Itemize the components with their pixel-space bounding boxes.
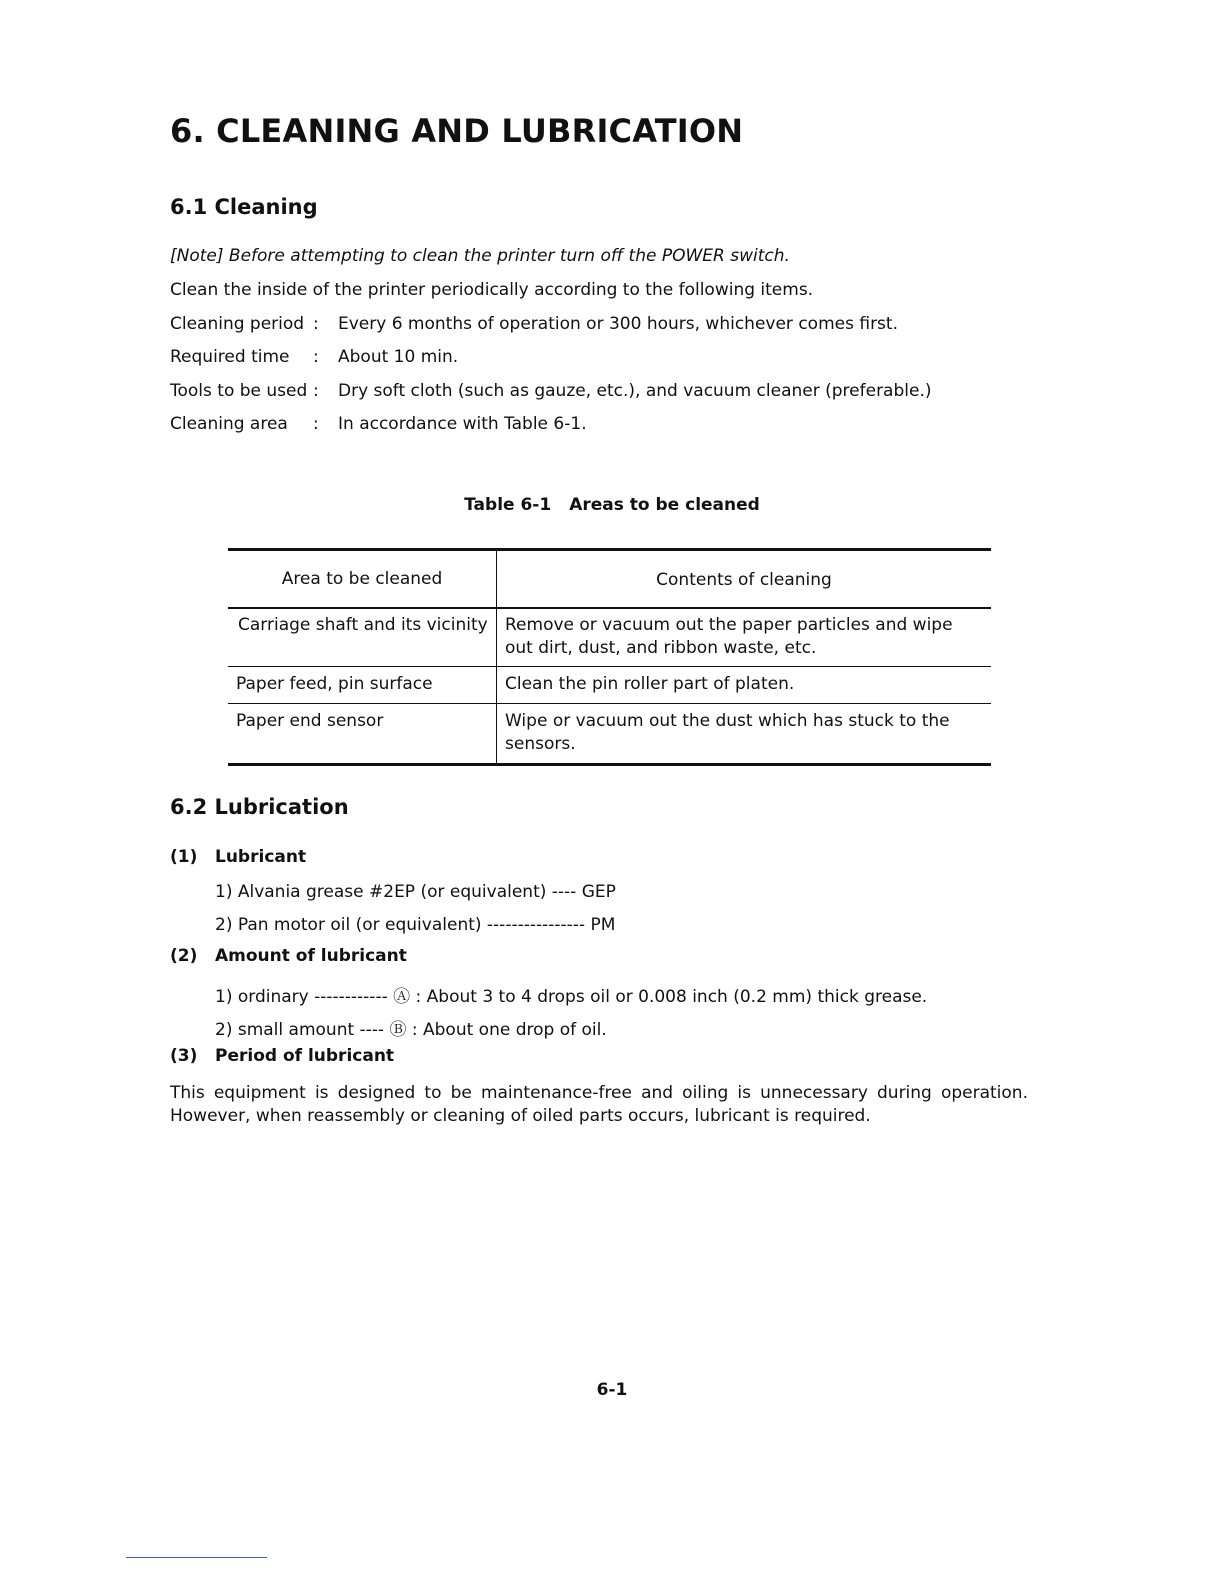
table-caption-number: Table 6-1 [464,495,552,515]
cleaning-period-value: Every 6 months of operation or 300 hours, whichever comes first. [338,314,898,334]
period-paragraph-line: This equipment is designed to be maintenance-free and oiling is unnecessary during operation. [170,1083,1028,1103]
lubricant-item: 2) Pan motor oil (or equivalent) ---------------- PM [215,915,616,935]
chapter-title: 6. CLEANING AND LUBRICATION [170,112,744,150]
table-header-rule [228,607,991,609]
required-time-value: About 10 min. [338,347,459,367]
cleaning-area-label: Cleaning area [170,414,288,434]
list-number: (2) [170,946,198,966]
table-header-area: Area to be cleaned [281,569,443,589]
table-top-rule [228,548,991,551]
period-paragraph-line: However, when reassembly or cleaning of oiled parts occurs, lubricant is required. [170,1106,871,1126]
table-caption-title: Areas to be cleaned [569,495,760,515]
bottom-divider [126,1557,267,1558]
page-number: 6-1 [596,1380,628,1400]
cleaning-intro: Clean the inside of the printer periodically according to the following items. [170,280,814,300]
list-number: (1) [170,847,198,867]
section-heading-cleaning: 6.1 Cleaning [170,195,318,219]
table-cell-area: Paper end sensor [236,711,384,731]
table-cell-contents: Remove or vacuum out the paper particles and wipe out dirt, dust, and ribbon waste, etc. [505,615,953,658]
colon: : [313,347,319,367]
colon: : [313,381,319,401]
colon: : [313,414,319,434]
amount-item: 1) ordinary ------------ Ⓐ : About 3 to 4 drops oil or 0.008 inch (0.2 mm) thick grease. [215,987,928,1007]
period-heading: Period of lubricant [215,1046,395,1066]
lubricant-heading: Lubricant [215,847,307,867]
table-caption [0,495,1224,515]
table-cell-contents: Clean the pin roller part of platen. [505,674,795,694]
table-cell-area: Carriage shaft and its vicinity [238,615,488,635]
cleaning-note: [Note] Before attempting to clean the printer turn off the POWER switch. [170,246,790,266]
period-paragraph [170,1082,1028,1128]
amount-item: 2) small amount ---- Ⓑ : About one drop of oil. [215,1020,607,1040]
cleaning-area-value: In accordance with Table 6-1. [338,414,587,434]
table-cell-area: Paper feed, pin surface [236,674,433,694]
tools-label: Tools to be used [170,381,308,401]
table-row-rule [228,666,991,667]
table-bottom-rule [228,763,991,766]
tools-value: Dry soft cloth (such as gauze, etc.), and vacuum cleaner (preferable.) [338,381,932,401]
amount-heading: Amount of lubricant [215,946,407,966]
table-row-rule [228,703,991,704]
section-heading-lubrication: 6.2 Lubrication [170,795,349,819]
table-header-contents: Contents of cleaning [656,570,832,590]
table-cell-contents: Wipe or vacuum out the dust which has stuck to the sensors. [505,711,950,754]
lubricant-item: 1) Alvania grease #2EP (or equivalent) ---- GEP [215,882,616,902]
colon: : [313,314,319,334]
cleaning-period-label: Cleaning period [170,314,305,334]
list-number: (3) [170,1046,198,1066]
required-time-label: Required time [170,347,290,367]
